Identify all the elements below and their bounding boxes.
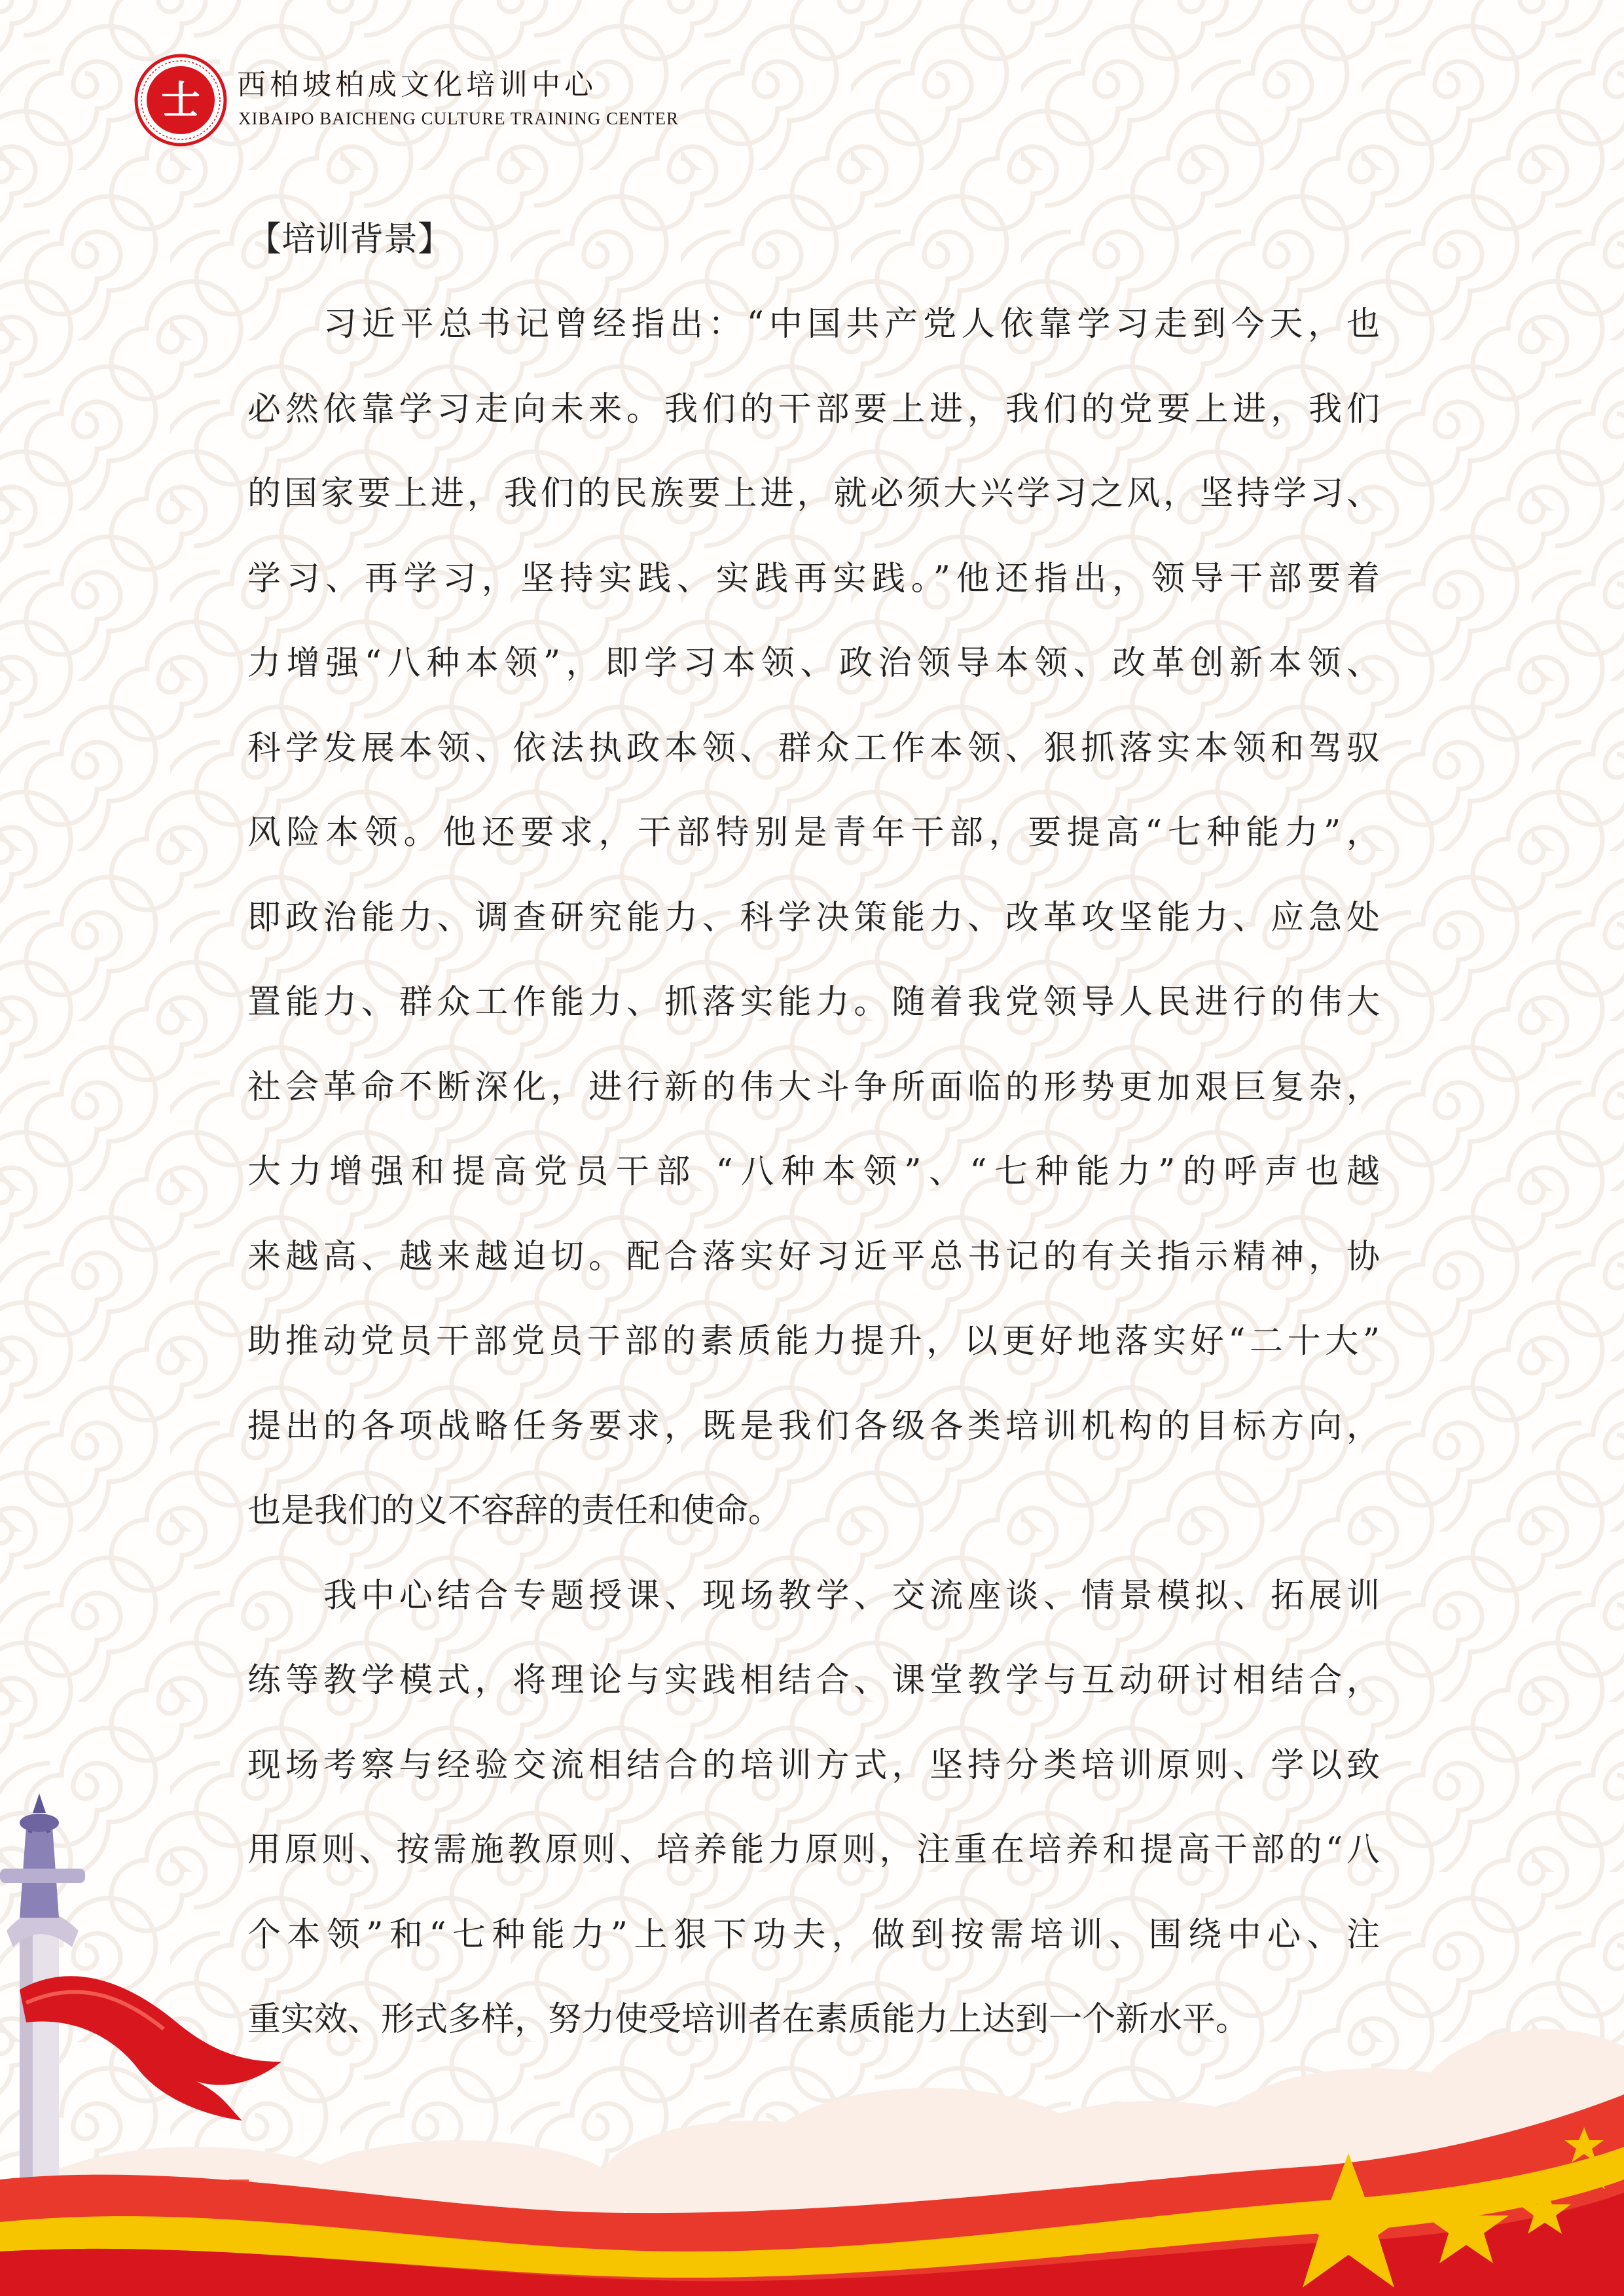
paragraph-line: 风险本领。他还要求，干部特别是青年干部，要提高“七种能力”， [247, 814, 1380, 852]
organization-name-cn: 西柏坡柏成文化培训中心 [237, 68, 597, 101]
paragraph-line: 大力增强和提高党员干部 “八种本领”、“七种能力”的呼声也越 [247, 1153, 1380, 1191]
paragraph-line: 学习、再学习，坚持实践、实践再实践。”他还指出，领导干部要着 [247, 559, 1380, 598]
paragraph-line: 必然依靠学习走向未来。我们的干部要上进，我们的党要上进，我们 [247, 389, 1380, 429]
paragraph-line: 提出的各项战略任务要求，既是我们各级各类培训机构的目标方向， [247, 1407, 1380, 1446]
section-heading: 【培训背景】 [247, 220, 452, 259]
paragraph-line: 重实效、形式多样，努力使受培训者在素质能力上达到一个新水平。 [247, 2000, 1250, 2039]
paragraph-line: 练等教学模式，将理论与实践相结合、课堂教学与互动研讨相结合， [247, 1661, 1380, 1700]
paragraph-line: 助推动党员干部党员干部的素质能力提升，以更好地落实好“二十大” [247, 1322, 1380, 1361]
center-logo [134, 54, 227, 147]
paragraph-line: 用原则、按需施教原则、培养能力原则，注重在培养和提高干部的“八 [247, 1831, 1380, 1869]
paragraph-line: 来越高、越来越迫切。配合落实好习近平总书记的有关指示精神，协 [247, 1237, 1380, 1276]
paragraph-line: 的国家要上进，我们的民族要上进，就必须大兴学习之风，坚持学习、 [247, 475, 1380, 513]
paragraph-line: 社会革命不断深化，进行新的伟大斗争所面临的形势更加艰巨复杂， [247, 1067, 1380, 1107]
logo-glyph: 士 [161, 78, 200, 124]
organization-name-en: XIBAIPO BAICHENG CULTURE TRAINING CENTER [238, 109, 679, 128]
bottom-decoration [0, 1767, 1624, 2296]
paragraph-line: 习近平总书记曾经指出：“中国共产党人依靠学习走到今天，也 [323, 305, 1380, 344]
paragraph-line: 科学发展本领、依法执政本领、群众工作本领、狠抓落实本领和驾驭 [247, 728, 1380, 768]
paragraph-line: 即政治能力、调查研究能力、科学决策能力、改革攻坚能力、应急处 [247, 898, 1380, 937]
paragraph-line: 现场考察与经验交流相结合的培训方式，坚持分类培训原则、学以致 [247, 1746, 1380, 1785]
paragraph-line: 也是我们的义不容辞的责任和使命。 [247, 1492, 782, 1530]
paragraph-line: 个本领”和“七种能力”上狠下功夫，做到按需培训、围绕中心、注 [247, 1915, 1380, 1954]
paragraph-line: 置能力、群众工作能力、抓落实能力。随着我党领导人民进行的伟大 [247, 983, 1380, 1022]
paragraph-line: 我中心结合专题授课、现场教学、交流座谈、情景模拟、拓展训 [323, 1576, 1380, 1615]
paragraph-line: 力增强“八种本领”，即学习本领、政治领导本领、改革创新本领、 [247, 644, 1380, 683]
